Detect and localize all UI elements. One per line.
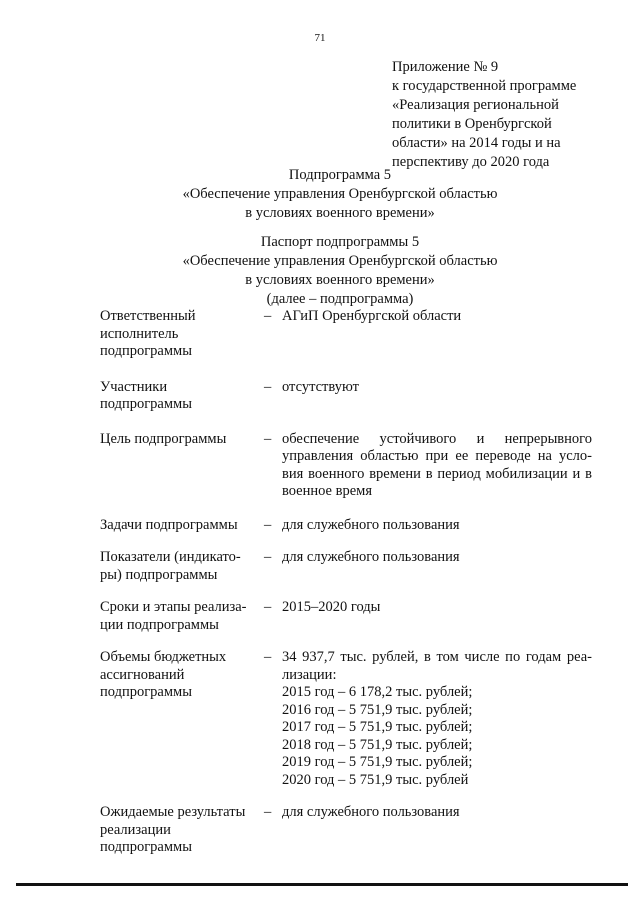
passport-row-label-line: Ожидаемые результаты [100, 804, 246, 820]
passport-row-value-line: военное время [282, 483, 372, 499]
passport-row-label-line: Участники [100, 378, 168, 395]
passport-row-dash: – [264, 599, 272, 615]
passport-row-dash: – [264, 804, 272, 820]
passport-row-label-line: Задачи подпрограммы [100, 516, 238, 533]
passport-row-label-line: Сроки и этапы реализа- [100, 599, 247, 615]
appendix-line: «Реализация региональной [392, 97, 559, 113]
subprogram-title-line: «Обеспечение управления Оренбургской областью [182, 186, 498, 202]
passport-row-value-line: 2015 год – 6 178,2 тыс. рублей; [282, 684, 473, 700]
passport-row-value [282, 649, 592, 789]
passport-row [100, 549, 600, 584]
passport-row-value-line: вия военного времени в период мобилизации и в [282, 465, 592, 482]
passport-row-value-line: обеспечение устойчивого и непрерывного [282, 430, 592, 447]
passport-row-label-line: ассигнований [100, 666, 185, 683]
passport-row-label-line: Объемы бюджетных [100, 649, 227, 665]
passport-row-value [282, 379, 592, 414]
passport-row-value [282, 517, 592, 535]
passport-row-value-line: 34 937,7 тыс. рублей, в том числе по годам реа- [282, 649, 592, 665]
passport-title [0, 233, 640, 309]
passport-row-label [100, 549, 264, 584]
passport-row-dash: – [264, 378, 272, 395]
passport-row-value-line: АГиП Оренбургской области [282, 308, 462, 324]
passport-row [100, 308, 600, 361]
passport-row [100, 379, 600, 414]
appendix-line: перспективу до 2020 года [392, 154, 550, 170]
passport-row-label-line: реализации [100, 821, 171, 838]
passport-row-value-line: 2016 год – 5 751,9 тыс. рублей; [282, 701, 473, 718]
appendix-line: к государственной программе [392, 78, 577, 94]
passport-row-label [100, 308, 264, 361]
passport-row-value-line: 2019 год – 5 751,9 тыс. рублей; [282, 754, 473, 770]
passport-row-value [282, 431, 592, 501]
passport-table [100, 308, 600, 857]
passport-row-label [100, 649, 264, 789]
passport-row-value-line: отсутствуют [282, 378, 359, 395]
passport-row [100, 599, 600, 634]
passport-row-label-line: Показатели (индикато- [100, 549, 241, 565]
passport-title-line: Паспорт подпрограммы 5 [260, 234, 420, 250]
passport-row-label [100, 431, 264, 501]
passport-row-label-line: подпрограммы [100, 839, 192, 855]
passport-row-dash: – [264, 649, 272, 665]
appendix-line: области» на 2014 годы и на [392, 135, 561, 151]
bottom-rule [16, 883, 628, 886]
passport-title-line: «Обеспечение управления Оренбургской областью [182, 253, 498, 269]
subprogram-title-line: в условиях военного времени» [245, 205, 435, 221]
passport-row-label-line: Ответственный [100, 308, 196, 324]
passport-row [100, 431, 600, 501]
appendix-line: политики в Оренбургской [392, 116, 552, 132]
passport-row-label-line: подпрограммы [100, 684, 192, 700]
passport-row-value-line: для служебного пользования [282, 516, 460, 533]
passport-row-label [100, 379, 264, 414]
passport-row-value [282, 308, 592, 361]
appendix-line: Приложение № 9 [392, 59, 499, 75]
passport-row-label-line: исполнитель [100, 325, 179, 342]
passport-row-value [282, 804, 592, 857]
passport-row-value-line: лизации: [282, 666, 337, 683]
passport-row-label [100, 804, 264, 857]
passport-row [100, 649, 600, 789]
passport-row-label-line: Цель подпрограммы [100, 430, 227, 447]
passport-row-value-line: 2018 год – 5 751,9 тыс. рублей; [282, 736, 473, 753]
passport-row-label [100, 599, 264, 634]
passport-row-dash: – [264, 308, 272, 324]
page-number: 71 [314, 32, 326, 44]
passport-title-line: (далее – подпрограмма) [266, 291, 414, 307]
passport-row-label-line: подпрограммы [100, 396, 192, 412]
passport-title-line: в условиях военного времени» [245, 272, 435, 288]
subprogram-title [0, 166, 640, 223]
passport-row-label [100, 517, 264, 535]
passport-row-label-line: ры) подпрограммы [100, 566, 218, 583]
appendix-heading [392, 58, 612, 172]
passport-row-value-line: управления областью при ее переводе на усло- [282, 448, 592, 464]
passport-row-label-line: подпрограммы [100, 343, 192, 359]
passport-row-value-line: для служебного пользования [282, 804, 460, 820]
passport-row-value [282, 549, 592, 584]
passport-row-value-line: 2020 год – 5 751,9 тыс. рублей [282, 771, 469, 788]
passport-row [100, 804, 600, 857]
passport-row-dash: – [264, 516, 272, 533]
passport-row-value [282, 599, 592, 634]
passport-row [100, 517, 600, 535]
passport-row-dash: – [264, 430, 272, 447]
passport-row-value-line: 2017 год – 5 751,9 тыс. рублей; [282, 719, 473, 735]
passport-row-dash: – [264, 549, 272, 565]
passport-row-value-line: 2015–2020 годы [282, 599, 381, 615]
subprogram-title-line: Подпрограмма 5 [288, 167, 392, 183]
passport-row-value-line: для служебного пользования [282, 549, 460, 565]
passport-row-label-line: ции подпрограммы [100, 616, 219, 633]
